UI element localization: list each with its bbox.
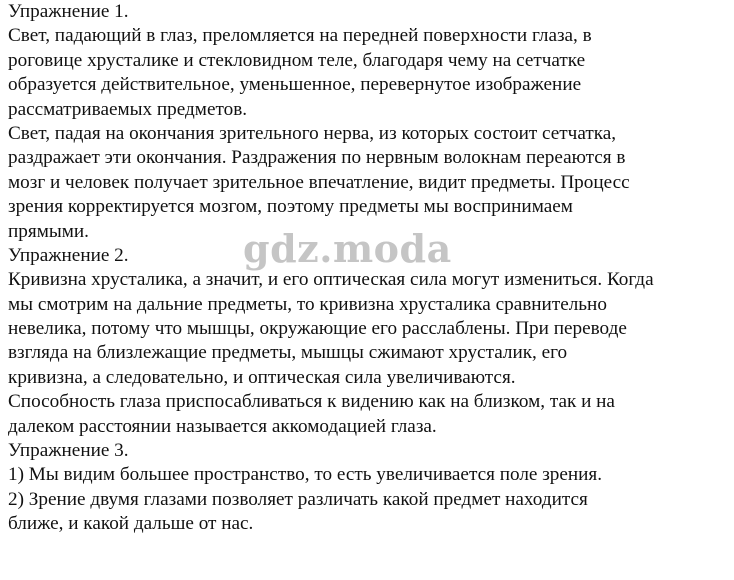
text-line: роговице хрусталике и стекловидном теле, благодаря чему на сетчатке xyxy=(8,49,586,71)
text-line: Свет, падая на окончания зрительного нерва, из которых состоит сетчатка, xyxy=(8,122,617,144)
text-line: Свет, падающий в глаз, преломляется на передней поверхности глаза, в xyxy=(8,25,592,47)
text-line: невелика, потому что мышцы, окружающие его расслаблены. При переводе xyxy=(8,318,627,340)
text-line: Кривизна хрусталика, а значит, и его оптическая сила могут измениться. Когда xyxy=(8,269,654,291)
text-line: мозг и человек получает зрительное впечатление, видит предметы. Процесс xyxy=(8,171,630,193)
text-line: кривизна, а следовательно, и оптическая сила увеличиваются. xyxy=(8,366,516,388)
text-line: Способность глаза приспосабливаться к видению как на близком, так и на xyxy=(8,391,615,413)
exercise-heading: Упражнение 1. xyxy=(8,1,129,22)
text-line: взгляда на близлежащие предметы, мышцы сжимают хрусталик, его xyxy=(8,342,568,364)
text-line: рассматриваемых предметов. xyxy=(8,98,248,120)
text-line: далеком расстоянии называется аккомодацией глаза. xyxy=(8,415,437,437)
text-line: 1) Мы видим большее пространство, то есть увеличивается поле зрения. xyxy=(8,464,603,486)
text-line: раздражает эти окончания. Раздражения по нервным волокнам переаются в xyxy=(8,147,626,169)
exercise-heading: Упражнение 2. xyxy=(8,244,129,266)
text-line: ближе, и какой дальше от нас. xyxy=(8,513,254,535)
text-line: мы смотрим на дальние предметы, то кривизна хрусталика сравнительно xyxy=(8,293,607,315)
text-line: зрения корректируется мозгом, поэтому предметы мы воспринимаем xyxy=(8,196,573,218)
exercise-heading: Упражнение 3. xyxy=(8,440,129,462)
text-line: прямыми. xyxy=(8,220,89,242)
text-line: 2) Зрение двумя глазами позволяет различать какой предмет находится xyxy=(8,488,588,510)
watermark: gdz.moda xyxy=(243,226,452,271)
text-line: образуется действительное, уменьшенное, перевернутое изображение xyxy=(8,74,582,96)
